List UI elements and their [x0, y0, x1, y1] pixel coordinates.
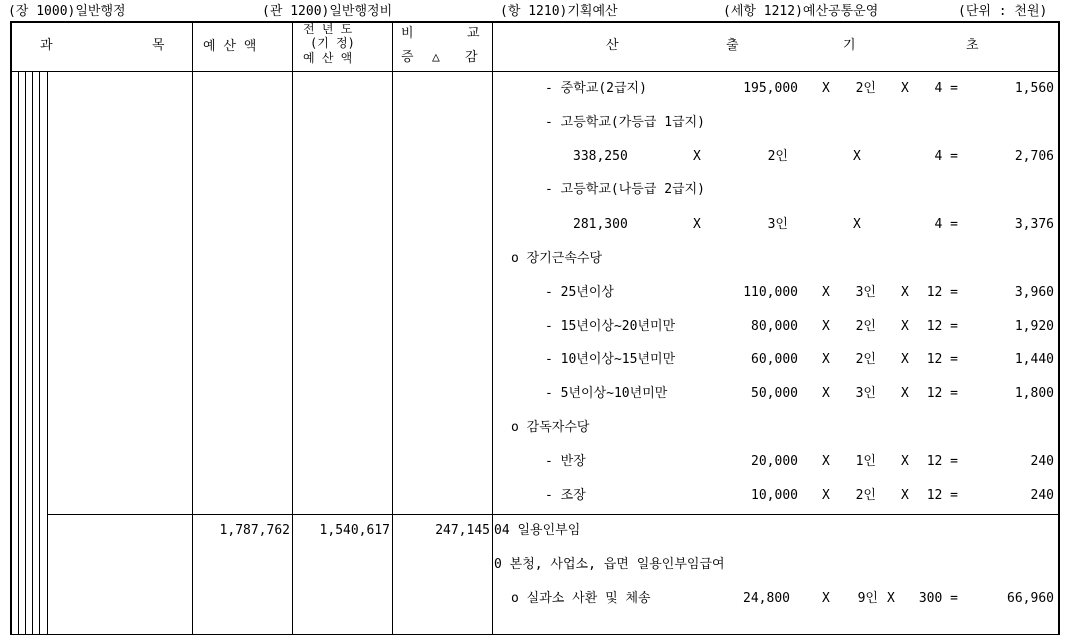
calc-section-label: o 장기근속수당 [511, 251, 603, 266]
header-cmp-1: 비 [401, 26, 414, 41]
calc-amount: 20,000 [751, 454, 798, 469]
calc-result: 3,960 [1014, 285, 1054, 300]
section2-comparison: 247,145 [435, 523, 490, 538]
calc-multiplier: 12 = [926, 319, 958, 334]
calc-times: X [901, 386, 909, 401]
gwan-label: (관 1200)일반행정비 [262, 4, 393, 19]
header-calc-4: 초 [966, 38, 979, 53]
calc-times: X [693, 149, 701, 164]
calc-label: - 5년이상~10년미만 [545, 386, 668, 401]
table-right-border [1058, 21, 1060, 635]
calc-times: X [693, 217, 701, 232]
calc-count: 2인 [855, 81, 876, 96]
calc-times: X [901, 285, 909, 300]
header-increase: 증 [401, 50, 414, 65]
calc-multiplier: 4 = [934, 81, 958, 96]
section2-subtitle: 0 본청, 사업소, 읍면 일용인부임급여 [494, 557, 725, 572]
nest-line [39, 72, 40, 634]
header-cmp-2: 교 [467, 26, 480, 41]
calc-label: - 15년이상~20년미만 [545, 319, 676, 334]
col-divider [292, 21, 293, 635]
nest-line [47, 72, 48, 634]
calc-times: X [822, 454, 830, 469]
header-delta: △ [432, 50, 440, 65]
unit-label: (단위 : 천원) [958, 4, 1048, 19]
nest-line [32, 72, 33, 634]
calc-times: X [822, 488, 830, 503]
hang-label: (항 1210)기획예산 [500, 4, 618, 19]
calc-result: 1,920 [1014, 319, 1054, 334]
calc-amount: 60,000 [751, 352, 798, 367]
calc-count: 2인 [855, 319, 876, 334]
header-calc-2: 출 [726, 38, 739, 53]
calc-section-label: o 감독자수당 [511, 420, 590, 435]
calc-multiplier: 4 = [934, 217, 958, 232]
calc-times: X [853, 149, 861, 164]
section2-item-count: 9인 [857, 591, 878, 606]
calc-label: - 조장 [545, 488, 586, 503]
calc-amount: 338,250 [573, 149, 628, 164]
calc-amount: 10,000 [751, 488, 798, 503]
table-top-border [10, 21, 1060, 23]
col-divider [492, 21, 493, 635]
calc-amount: 80,000 [751, 319, 798, 334]
calc-times: X [853, 217, 861, 232]
table-left-border [10, 21, 12, 635]
section-divider [48, 514, 1060, 515]
calc-times: X [822, 285, 830, 300]
calc-result: 240 [1030, 454, 1054, 469]
calc-label: - 고등학교(나등급 2급지) [545, 182, 705, 197]
calc-amount: 195,000 [743, 81, 798, 96]
jang-label: (장 1000)일반행정 [8, 4, 126, 19]
nest-line [25, 72, 26, 634]
calc-label: - 25년이상 [545, 285, 614, 300]
calc-times: X [901, 319, 909, 334]
calc-times: X [901, 81, 909, 96]
calc-times: X [901, 454, 909, 469]
header-prev-budget: 예 산 액 [303, 51, 353, 65]
calc-multiplier: 12 = [926, 285, 958, 300]
sehang-label: (세항 1212)예산공통운영 [723, 4, 879, 19]
calc-count: 3인 [855, 386, 876, 401]
calc-count: 1인 [855, 454, 876, 469]
calc-times: X [901, 352, 909, 367]
header-decrease: 감 [465, 50, 478, 65]
calc-amount: 110,000 [743, 285, 798, 300]
calc-result: 240 [1030, 488, 1054, 503]
section2-item-amount: 24,800 [743, 591, 790, 606]
section2-prev-budget: 1,540,617 [319, 523, 390, 538]
calc-times: X [822, 319, 830, 334]
calc-times: X [822, 386, 830, 401]
calc-times: X [822, 81, 830, 96]
section2-item-result: 66,960 [1007, 591, 1054, 606]
calc-label: - 반장 [545, 454, 586, 469]
calc-times: X [901, 488, 909, 503]
calc-times: X [887, 591, 895, 606]
header-prev-settled: (기 정) [310, 36, 355, 50]
calc-result: 1,440 [1014, 352, 1054, 367]
calc-count: 2인 [855, 352, 876, 367]
header-calc-3: 기 [843, 38, 856, 53]
calc-label: - 중학교(2급지) [545, 81, 647, 96]
section2-item-multiplier: 300 = [918, 591, 958, 606]
calc-amount: 50,000 [751, 386, 798, 401]
calc-amount: 281,300 [573, 217, 628, 232]
section2-budget: 1,787,762 [219, 523, 290, 538]
calc-count: 2인 [855, 488, 876, 503]
calc-label: - 고등학교(가등급 1급지) [545, 115, 705, 130]
section2-title: 04 일용인부임 [494, 523, 581, 538]
calc-multiplier: 12 = [926, 386, 958, 401]
table-bottom-border [10, 634, 1060, 635]
calc-count: 2인 [767, 149, 788, 164]
calc-label: - 10년이상~15년미만 [545, 352, 676, 367]
calc-result: 2,706 [1014, 149, 1054, 164]
calc-result: 1,800 [1014, 386, 1054, 401]
calc-count: 3인 [767, 217, 788, 232]
header-bottom-border [10, 71, 1060, 72]
calc-result: 3,376 [1014, 217, 1054, 232]
nest-line [18, 72, 19, 634]
header-prev-year: 전 년 도 [303, 22, 353, 36]
calc-count: 3인 [855, 285, 876, 300]
calc-result: 1,560 [1014, 81, 1054, 96]
col-divider [192, 21, 193, 635]
calc-times: X [822, 352, 830, 367]
header-mok: 목 [152, 38, 165, 53]
header-gwa: 과 [40, 38, 53, 53]
calc-times: X [822, 591, 830, 606]
calc-multiplier: 12 = [926, 488, 958, 503]
header-calc-1: 산 [606, 38, 619, 53]
calc-multiplier: 4 = [934, 149, 958, 164]
section2-item-label: o 실과소 사환 및 체송 [511, 591, 651, 606]
calc-multiplier: 12 = [926, 352, 958, 367]
header-budget: 예 산 액 [203, 39, 257, 54]
calc-multiplier: 12 = [926, 454, 958, 469]
col-divider [392, 21, 393, 635]
